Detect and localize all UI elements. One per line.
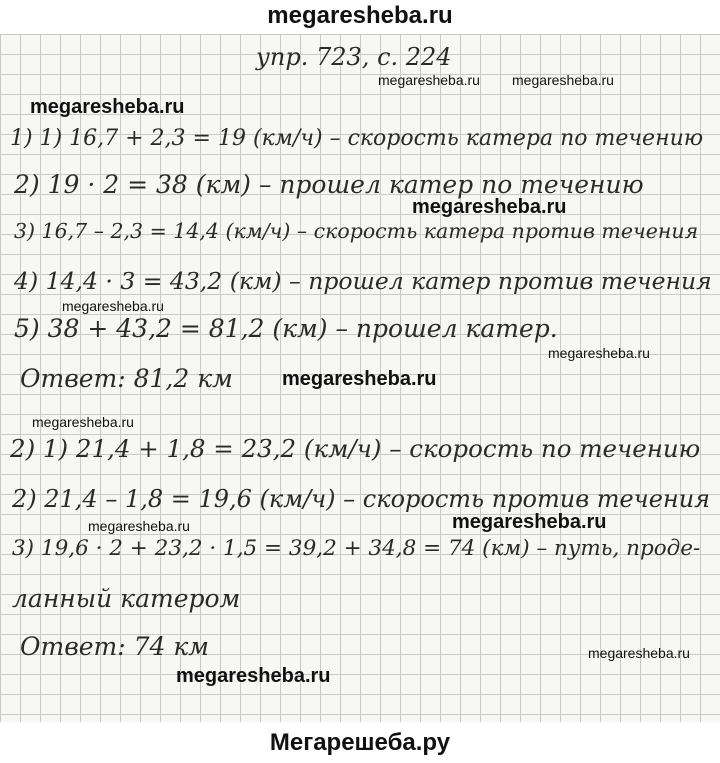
problem2-line-3: 3) 19,6 · 2 + 23,2 · 1,5 = 39,2 + 34,8 = 74 (км) – путь, проде- <box>12 536 701 561</box>
watermark: megaresheba.ru <box>282 368 437 390</box>
exercise-title: упр. 723, с. 224 <box>256 43 452 71</box>
problem1-line-5: 5) 38 + 43,2 = 81,2 (км) – прошел катер. <box>14 314 558 343</box>
problem2-answer: Ответ: 74 км <box>20 632 210 661</box>
watermark: megaresheba.ru <box>588 645 690 661</box>
watermark: megaresheba.ru <box>176 665 331 687</box>
problem2-line-4: ланный катером <box>12 584 241 613</box>
watermark: megaresheba.ru <box>548 345 650 361</box>
problem2-line-1: 2) 1) 21,4 + 1,8 = 23,2 (км/ч) – скорость по течению <box>10 434 701 463</box>
watermark: megaresheba.ru <box>378 72 480 88</box>
notebook-page <box>0 34 720 722</box>
problem1-line-4: 4) 14,4 · 3 = 43,2 (км) – прошел катер против течения <box>14 267 712 295</box>
watermark: megaresheba.ru <box>412 196 567 218</box>
problem2-line-2: 2) 21,4 – 1,8 = 19,6 (км/ч) – скорость против течения <box>12 485 711 513</box>
problem1-line-2: 2) 19 · 2 = 38 (км) – прошел катер по течению <box>14 170 644 199</box>
problem1-line-1: 1) 1) 16,7 + 2,3 = 19 (км/ч) – скорость катера по течению <box>10 126 704 151</box>
watermark: megaresheba.ru <box>512 72 614 88</box>
site-footer: Мегарешеба.ру <box>269 729 451 756</box>
watermark: megaresheba.ru <box>452 511 607 533</box>
problem1-line-3: 3) 16,7 – 2,3 = 14,4 (км/ч) – скорость катера против течения <box>14 219 699 243</box>
watermark: megaresheba.ru <box>62 298 164 314</box>
problem1-answer: Ответ: 81,2 км <box>20 364 233 393</box>
watermark: megaresheba.ru <box>32 414 134 430</box>
watermark: megaresheba.ru <box>88 518 190 534</box>
watermark: megaresheba.ru <box>30 96 185 118</box>
site-header: megaresheba.ru <box>267 2 453 29</box>
